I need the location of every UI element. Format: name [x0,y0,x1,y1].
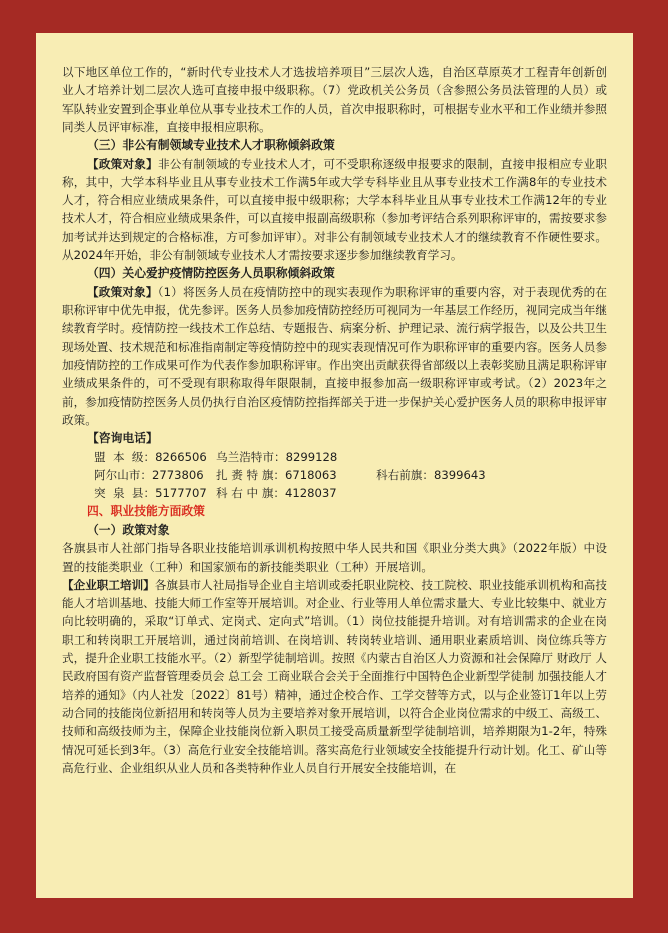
policy-target-tag: 【政策对象】 [87,156,158,171]
contact-phone: 扎 赉 特 旗：6718063 [216,467,337,482]
paragraph-vocational-intro: 各旗县市人社部门指导各职业技能培训承训机构按照中华人民共和国《职业分类大典》（2022年版）中设置的技能类职业（工种）和国家颁布的新技能类职业（工种）开展培训。 [62,541,607,574]
section-heading-vocational: 四、职业技能方面政策 [87,504,205,519]
contact-row [62,484,607,502]
policy-target-tag: 【政策对象】 [87,284,158,299]
heading-medical-staff: （四）关心爱护疫情防控医务人员职称倾斜政策 [87,266,335,281]
paragraph-medical-staff: 【政策对象】（1）将医务人员在疫情防控中的现实表现作为职称评审的重要内容，对于表现优秀的在职称评审中优先申报，优先参评。医务人员参加疫情防控经历可视同为一年基层工作经历，视同完成当年继续教育学时。疫情防控一线技术工作总结、专题报告、病案分析、护理记录、流行病学报告，以及公共卫生现场处置、技术规范和标准指南制定等疫情防控中的现实表现情况可作为职称评审的重要内容。医务人员参加疫情防控的工作成果可作为代表作参加职称评审。作出突出贡献获得省部级以上表彰奖励且满足职称评审业绩成果条件的，可不受现有职称取得年限限制，直接申报参加高一级职称评审或考试。（2）2023年之前，参加疫情防控医务人员仍执行自治区疫情防控指挥部关于进一步保护关心爱护医务人员的职称申报评审政策。 [62,284,607,427]
paragraph-enterprise-training: 【企业职工培训】各旗县市人社局指导企业自主培训或委托职业院校、技工院校、职业技能承训机构和高技能人才培训基地、技能大师工作室等开展培训。对企业、行业等用人单位需求量大、专业比较集中、就业方向比较明确的，采取“订单式、定岗式、定向式”培训。（1）岗位技能提升培训。对有培训需求的企业在岗职工和转岗职工开展培训，通过岗前培训、在岗培训、转岗转业培训、通用职业素质培训、岗位练兵等方式，提升企业职工技能水平。（2）新型学徒制培训。按照《内蒙古自治区人力资源和社会保障厅 财政厅 人民政府国有资产监督管理委员会 总工会 工商业联合会关于全面推行中国特色企业新型学徒制 加强技能人才培养的通知》（内人社发〔2022〕81号）精神，通过企校合作、工学交替等方式，以与企业签订1年以上劳动合同的技能岗位新招用和转岗等人员为主要培养对象开展培训，以符合企业岗位需求的中级工、高级工、技师和高级技师为主，保障企业技能岗位新入职员工接受高质量新型学徒制培训，培养期限为1-2年，特殊情况可延长到3年。（3）高危行业安全技能培训。落实高危行业领域安全技能提升行动计划。化工、矿山等高危行业、企业组织从业人员和各类特种作业人员自行开展安全技能培训，在 [62,577,607,775]
contact-phone: 盟 本 级：8266506 [94,449,207,464]
contact-heading: 【咨询电话】 [87,431,158,446]
paragraph-intro: 以下地区单位工作的，“新时代专业技术人才选拔培养项目”三层次人选，自治区草原英才工程青年创新创业人才培养计划二层次人选可直接申报中级职称。（7）党政机关公务员（含参照公务员法管理的人员）或军队转业安置到企事业单位从事专业技术工作的人员，首次申报职称时，可根据专业水平和工作业绩并参照同类人员评审标准，直接申报相应职称。 [62,65,607,134]
document-page [36,33,633,898]
contact-phone: 科右前旗：8399643 [376,467,486,482]
heading-private-sector: （三）非公有制领域专业技术人才职称倾斜政策 [87,138,335,153]
contact-phone: 科 右 中 旗：4128037 [216,486,337,501]
contact-row [62,448,607,466]
enterprise-training-tag: 【企业职工培训】 [62,577,155,592]
paragraph-private-sector: 【政策对象】非公有制领域的专业技术人才，可不受职称逐级申报要求的限制，直接申报相应专业职称，其中，大学本科毕业且从事专业技术工作满5年或大学专科毕业且从事专业技术工作满8年的专业技术人才，符合相应业绩成果条件，可以直接申报中级职称；大学本科毕业且从事专业技术工作满12年的专业技术人才，符合相应业绩成果条件，可以直接申报副高级职称（参加考评结合系列职称评审的，需按要求参加考试并达到规定的合格标准，方可参加评审）。对非公有制领域专业技术人才的继续教育不作硬性要求。从2024年开始，非公有制领域专业技术人才需按要求逐步参加继续教育学习。 [62,156,607,263]
contact-phone: 突 泉 县：5177707 [94,486,207,501]
contact-phone: 阿尔山市：2773806 [94,467,204,482]
contact-row [62,466,607,484]
subheading-policy-target: （一）政策对象 [87,522,170,537]
contact-phone: 乌兰浩特市：8299128 [216,449,338,464]
